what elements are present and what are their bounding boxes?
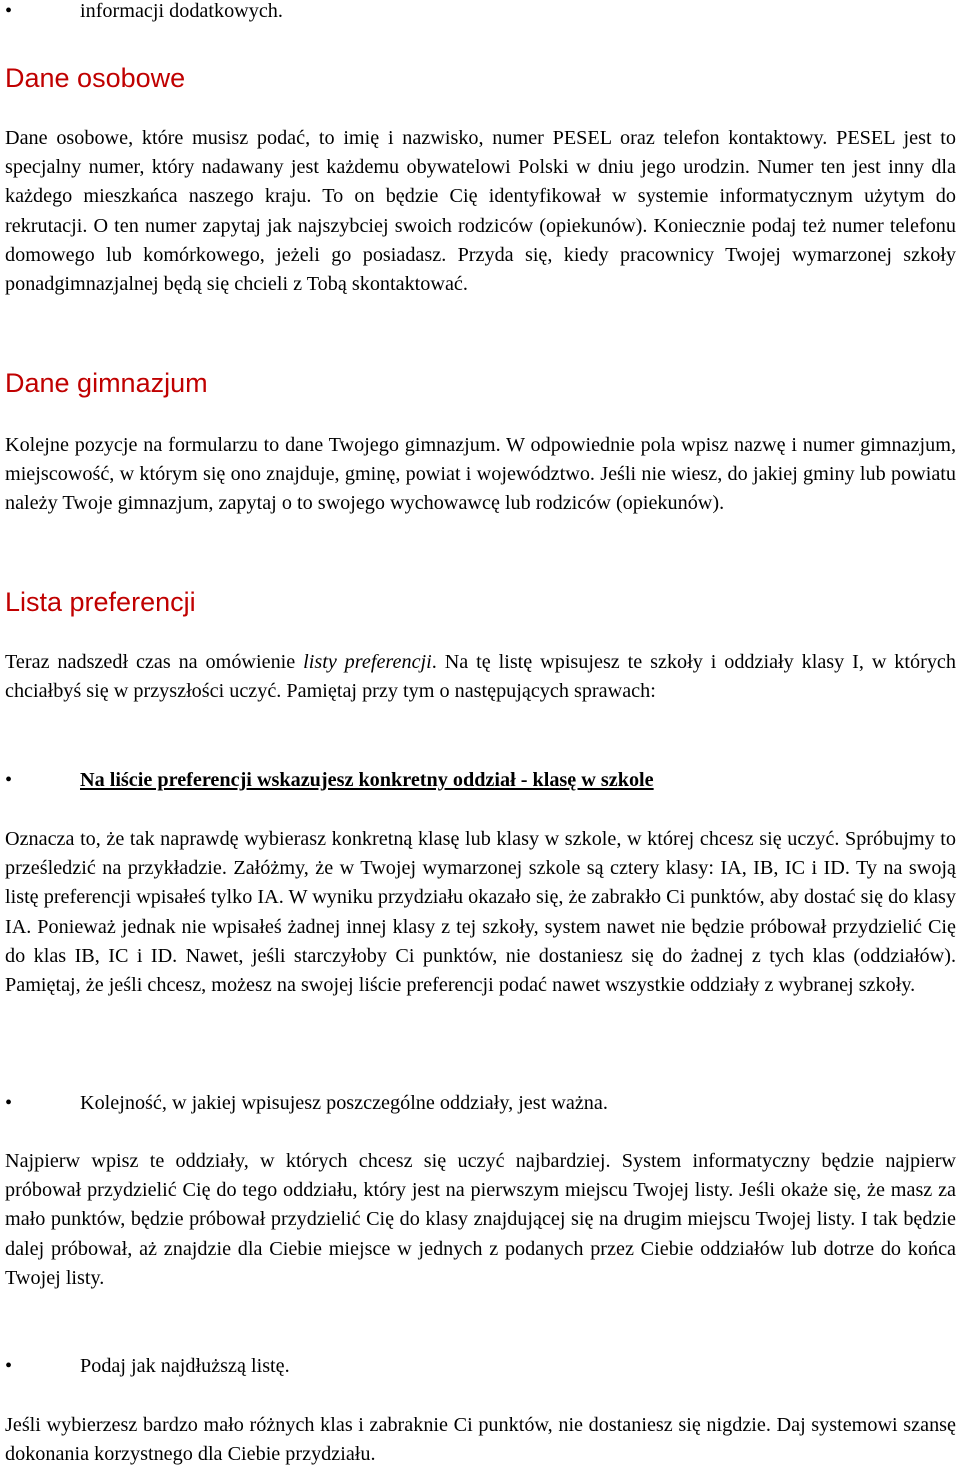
intro-text-before: Teraz nadszedł czas na omówienie (5, 651, 304, 673)
bullet-marker: • (5, 769, 13, 791)
paragraph-dane-gimnazjum: Kolejne pozycje na formularzu to dane Twojego gimnazjum. W odpowiednie pola wpisz nazwę i numer gimnazjum, miejscowość, w którym się ono znajduje, gminę, powiat i województwo. Jeśli nie wiesz, do jakiej gminy lub powiatu należy Twoje gimnazjum, zapytaj o to swojego wychowawcę lub rodziców (opiekunów). (5, 434, 956, 515)
paragraph-oddzial-explanation: Oznacza to, że tak naprawdę wybierasz konkretną klasę lub klasy w szkole, w której chcesz się uczyć. Spróbujmy to prześledzić na przykładzie. Załóżmy, że w Twojej wymarzonej szkole są cztery klasy: IA, IB, IC i ID. Ty na swoją listę preferencji wpisałeś tylko IA. W wyniku przydziału okazało się, że zabrakło Ci punktów, aby dostać się do klasy IA. Ponieważ jednak nie wpisałeś żadnej innej klasy z tej szkoły, system nawet nie będzie próbował przydzielić Cię do klas IB, IC i ID. Nawet, jeśli starczyłoby Ci punktów, nie dostaniesz się do żadnej z tych klas (oddziałów). Pamiętaj, że jeśli chcesz, możesz na swojej liście preferencji podać nawet wszystkie oddziały z wybranej szkoły. (5, 828, 956, 997)
paragraph-dluga-lista-explanation: Jeśli wybierzesz bardzo mało różnych klas i zabraknie Ci punktów, nie dostaniesz się nigdzie. Daj systemowi szansę dokonania korzystnego dla Ciebie przydziału. (5, 1414, 956, 1466)
paragraph-dane-osobowe: Dane osobowe, które musisz podać, to imię i nazwisko, numer PESEL oraz telefon kontaktowy. PESEL jest to specjalny numer, który nadawany jest każdemu obywatelowi Polski w dniu jego urodzin. Numer ten jest inny dla każdego mieszkańca naszego kraju. To on będzie Cię identyfikował w systemie informatycznym użytym do rekrutacji. O ten numer zapytaj jak najszybciej swoich rodziców (opiekunów). Koniecznie podaj też numer telefonu domowego lub komórkowego, jeżeli go posiadasz. Przyda się, kiedy pracownicy Twojej wymarzonej szkoły ponadgimnazjalnej będą się chcieli z Tobą skontaktować. (5, 127, 956, 296)
bullet-text: Podaj jak najdłuższą listę. (80, 1355, 290, 1377)
heading-lista-preferencji: Lista preferencji (5, 587, 196, 617)
bullet-item-oddzial (5, 766, 956, 795)
top-bullet-item (5, 0, 960, 26)
bullet-marker: • (5, 1092, 13, 1114)
heading-dane-osobowe: Dane osobowe (5, 63, 186, 93)
bullet-text: Kolejność, w jakiej wpisujesz poszczególne oddziały, jest ważna. (80, 1092, 608, 1114)
bullet-marker: • (5, 0, 13, 22)
bullet-item-dluga-lista (5, 1352, 956, 1381)
heading-dane-gimnazjum: Dane gimnazjum (5, 368, 208, 398)
paragraph-kolejnosc-explanation: Najpierw wpisz te oddziały, w których chcesz się uczyć najbardziej. System informatyczny będzie najpierw próbował przydzielić Cię do tego oddziału, który jest na pierwszym miejscu Twojej listy. Jeśli okaże się, że masz za mało punktów, będzie próbował przydzielić Cię do klasy znajdującej się na drugim miejscu Twojej listy. I tak będzie dalej próbował, aż znajdzie dla Ciebie miejsce w jednych z podanych przez Ciebie oddziałów lub dotrze do końca Twojej listy. (5, 1150, 956, 1289)
bullet-text: informacji dodatkowych. (80, 0, 283, 22)
paragraph-lista-intro (5, 648, 956, 706)
intro-emphasis: listy preferencji (303, 651, 432, 673)
bullet-item-kolejnosc (5, 1089, 956, 1118)
bullet-marker: • (5, 1355, 13, 1377)
intro-text-after: . Na tę listę wpisujesz te szkoły i oddziały klasy I, w których chciałbyś się w przyszłości uczyć. Pamiętaj przy tym o następujących sprawach: (5, 651, 956, 703)
bullet-text: Na liście preferencji wskazujesz konkretny oddział - klasę w szkole (80, 769, 654, 791)
